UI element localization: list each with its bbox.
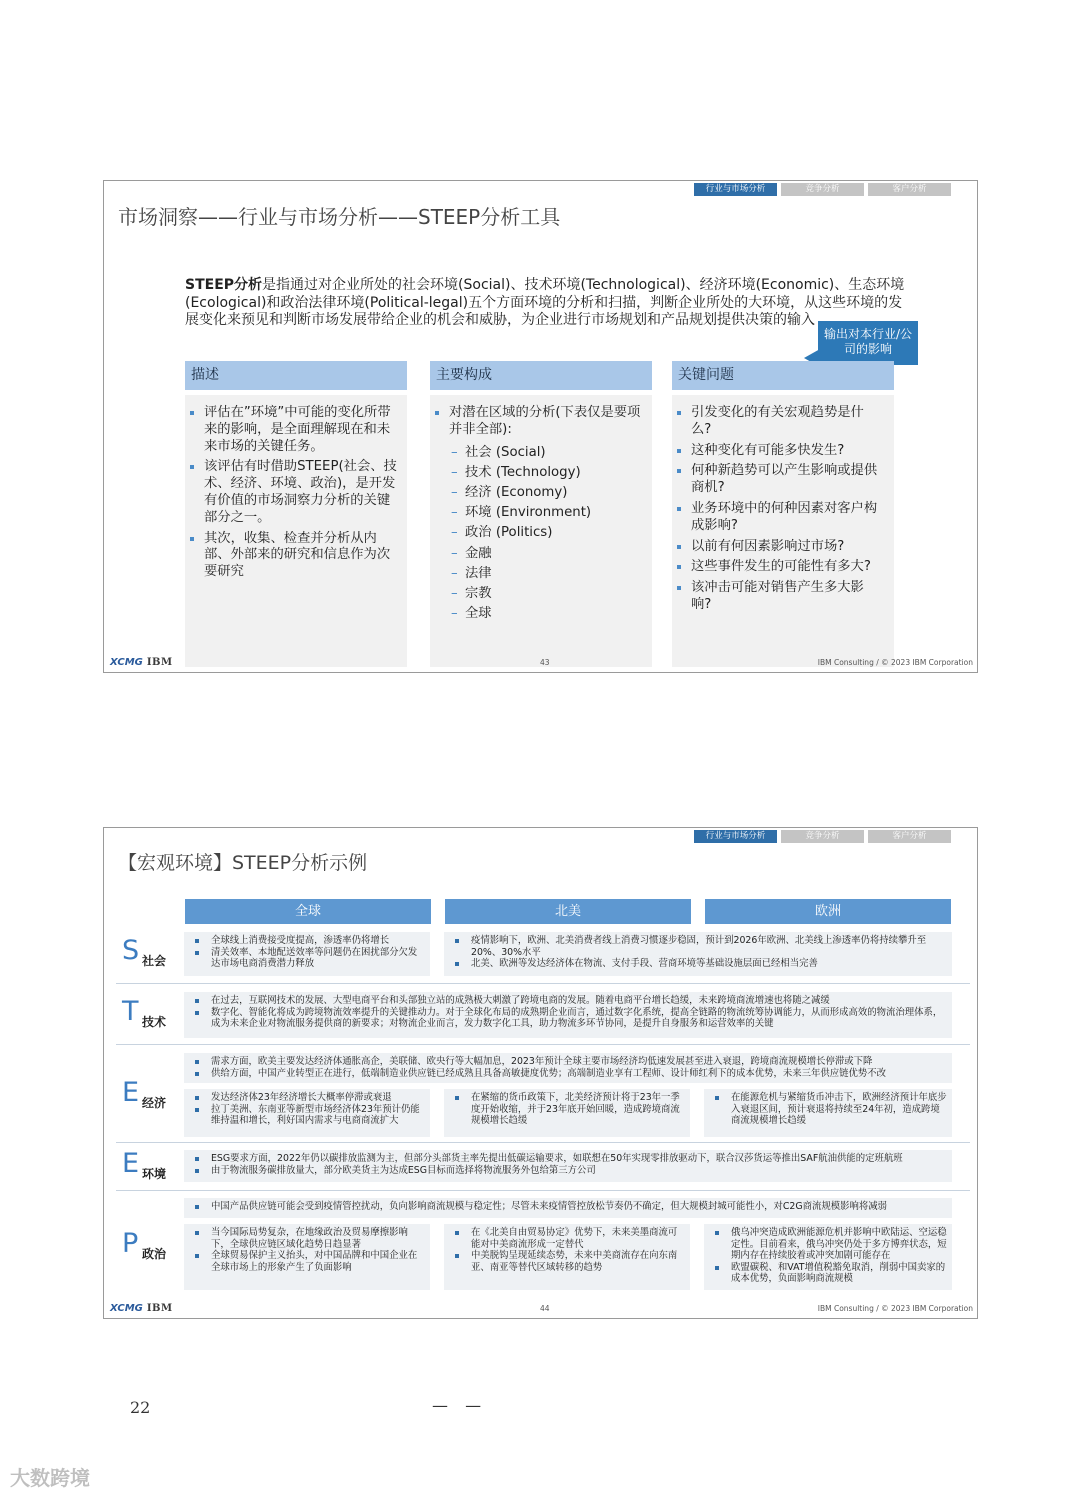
slide-steep-tool — [103, 180, 978, 673]
cell-economy-na — [444, 1089, 690, 1137]
components-lead: 对潜在区域的分析(下表仅是要项并非全部): — [449, 405, 641, 437]
row-divider — [116, 1044, 970, 1045]
column-questions — [672, 361, 894, 612]
list-item: 何种新趋势可以产生影响或提供商机? — [675, 463, 884, 497]
sub-item: – 社会 (Social) — [449, 445, 642, 462]
steep-letter-e-economy: E — [122, 1077, 140, 1108]
region-header-europe: 欧洲 — [705, 899, 951, 924]
list-item: 欧盟碳税、和VAT增值税豁免取消，削弱中国卖家的成本优势，负面影响商流规模 — [710, 1262, 948, 1285]
list-item: 其次，收集、检查并分析从内部、外部来的研究和信息作为次要研究 — [188, 531, 397, 581]
sub-item: – 法律 — [449, 566, 642, 583]
cell-politics-na — [444, 1224, 690, 1290]
list-item: 以前有何因素影响过市场? — [675, 539, 884, 556]
section-nav — [694, 183, 951, 196]
page-dashes: — — — [432, 1396, 488, 1415]
sub-item: – 经济 (Economy) — [449, 485, 642, 502]
region-header-north-america: 北美 — [445, 899, 691, 924]
column-body-questions — [672, 395, 894, 667]
cell-social-na-eu — [444, 932, 952, 976]
sub-item: – 技术 (Technology) — [449, 465, 642, 482]
slide-footer — [110, 657, 973, 669]
slide-page-number: 44 — [540, 1304, 550, 1313]
list-item: 全球线上消费接受度提高，渗透率仍将增长 — [190, 935, 426, 947]
row-tech — [184, 992, 952, 1038]
column-header-describe: 描述 — [185, 361, 407, 390]
list-item: 全球贸易保护主义抬头，对中国品牌和中国企业在全球市场上的形象产生了负面影响 — [190, 1250, 426, 1273]
slide-steep-example — [103, 827, 978, 1319]
steep-letter-e-environment: E — [122, 1148, 140, 1179]
nav-tab-competition: 竞争分析 — [781, 183, 864, 196]
sub-item: – 政治 (Politics) — [449, 525, 642, 542]
list-item: 评估在”环境”中可能的变化所带来的影响，是全面理解现在和未来市场的关键任务。 — [188, 405, 397, 455]
cell-economy-all — [184, 1053, 952, 1083]
list-item: 中美脱钩呈现延续态势，未来中美商流存在向东南亚、南亚等替代区域转移的趋势 — [450, 1250, 686, 1273]
impact-callout: 输出对本行业/公司的影响 — [818, 321, 918, 365]
list-item — [433, 405, 642, 623]
list-item: 在《北美自由贸易协定》优势下，未来美墨商流可能对中美商流形成一定替代 — [450, 1227, 686, 1250]
list-item: 发达经济体23年经济增长大概率停滞或衰退 — [190, 1092, 426, 1104]
row-divider — [116, 1190, 970, 1191]
list-item: 中国产品供应链可能会受到疫情管控扰动，负向影响商流规模与稳定性；尽管未来疫情管控放松节奏仍不确定，但大规模封城可能性小，对C2G商流规模影响将减弱 — [190, 1201, 948, 1213]
nav-tab-competition: 竞争分析 — [781, 830, 864, 843]
list-item: 在过去，互联网技术的发展、大型电商平台和头部独立站的成熟极大刺激了跨境电商的发展。随着电商平台增长趋缓，未来跨境商流增速也将随之减缓 — [190, 995, 948, 1007]
list-item: 俄乌冲突造成欧洲能源危机并影响中欧陆运、空运稳定性。目前看来，俄乌冲突仍处于多方博弈状态，短期内存在持续胶着或冲突加剧可能存在 — [710, 1227, 948, 1262]
column-body-describe — [185, 395, 407, 667]
document-page-number: 22 — [130, 1398, 151, 1417]
sub-item: – 环境 (Environment) — [449, 505, 642, 522]
slide-title: 市场洞察——行业与市场分析——STEEP分析工具 — [118, 205, 561, 229]
list-item: 需求方面，欧美主要发达经济体通胀高企，美联储、欧央行等大幅加息，2023年预计全球主要市场经济均低速发展甚至进入衰退，跨境商流规模增长停滞或下降 — [190, 1056, 948, 1068]
list-item: 该评估有时借助STEEP(社会、技术、经济、环境、政治)，是开发有价值的市场洞察力分析的关键部分之一。 — [188, 459, 397, 526]
cell-environment-all — [184, 1150, 952, 1182]
steep-letter-s: S — [122, 935, 140, 966]
ibm-logo: IBM — [146, 1303, 173, 1314]
row-politics — [184, 1198, 952, 1292]
row-divider — [116, 1142, 970, 1143]
cell-tech-all — [184, 992, 952, 1038]
column-header-questions: 关键问题 — [672, 361, 894, 390]
list-item: 这种变化有可能多快发生? — [675, 443, 884, 460]
intro-bold-term: STEEP分析 — [185, 277, 263, 293]
list-item: 北美、欧洲等发达经济体在物流、支付手段、营商环境等基础设施层面已经相当完善 — [450, 958, 948, 970]
column-body-components — [430, 395, 652, 667]
steep-label-environment: 环境 — [142, 1167, 167, 1181]
ibm-logo: IBM — [146, 657, 173, 668]
slide-title: 【宏观环境】STEEP分析示例 — [118, 852, 368, 874]
cell-politics-eu — [704, 1224, 952, 1290]
xcmg-logo: XCMG — [110, 1303, 143, 1314]
row-divider — [116, 983, 970, 984]
list-item: 清关效率、本地配送效率等问题仍在困扰部分欠发达市场电商消费潜力释放 — [190, 947, 426, 970]
steep-label-social: 社会 — [142, 954, 167, 968]
sub-item: – 宗教 — [449, 586, 642, 603]
list-item: 该冲击可能对销售产生多大影响? — [675, 580, 884, 614]
footer-logos — [110, 1303, 173, 1314]
sub-item: – 金融 — [449, 546, 642, 563]
list-item: 引发变化的有关宏观趋势是什么? — [675, 405, 884, 439]
watermark: 大数跨境 — [10, 1466, 90, 1490]
slide-page-number: 43 — [540, 658, 550, 667]
column-header-components: 主要构成 — [430, 361, 652, 390]
slide-footer — [110, 1303, 973, 1315]
intro-paragraph — [185, 277, 905, 330]
sub-item: – 全球 — [449, 606, 642, 623]
nav-tab-customer: 客户分析 — [868, 830, 951, 843]
intro-text: 是指通过对企业所处的社会环境(Social)、技术环境(Technological)、经济环境(Economic)、生态环境(Ecological)和政治法律环境(Political-legal)五个方面环境的分析和扫描，判断企业所处的大环境，从这些环境的发展变化来预见和判断市场发展带给企业的机会和威胁，为企业进行市场规划和产品规划提供决策的输入 — [185, 277, 905, 328]
cell-economy-global — [184, 1089, 430, 1137]
list-item: ESG要求方面，2022年仍以碳排放监测为主，但部分头部货主率先提出低碳运输要求，如联想在50年实现零排放驱动下，联合汉莎货运等推出SAF航油供能的定班航班 — [190, 1153, 948, 1165]
list-item: 由于物流服务碳排放量大，部分欧美货主为达成ESG目标而选择将物流服务外包给第三方公司 — [190, 1165, 948, 1177]
copyright: IBM Consulting / © 2023 IBM Corporation — [817, 1304, 973, 1313]
footer-logos — [110, 657, 173, 668]
nav-tab-industry-market: 行业与市场分析 — [694, 830, 777, 843]
steep-label-economy: 经济 — [142, 1096, 167, 1110]
cell-social-global — [184, 932, 430, 976]
steep-label-tech: 技术 — [142, 1015, 167, 1029]
cell-economy-eu — [704, 1089, 952, 1137]
list-item: 在紧缩的货币政策下，北美经济预计将于23年一季度开始收缩，并于23年底开始回暖，造成跨境商流规模增长趋缓 — [450, 1092, 686, 1127]
steep-label-politics: 政治 — [142, 1247, 167, 1261]
copyright: IBM Consulting / © 2023 IBM Corporation — [817, 658, 973, 667]
list-item: 这些事件发生的可能性有多大? — [675, 559, 884, 576]
list-item: 拉丁美洲、东南亚等新型市场经济体23年预计仍能维持温和增长，利好国内需求与电商商流扩大 — [190, 1104, 426, 1127]
list-item: 供给方面，中国产业转型正在进行，低端制造业供应链已经成熟且具备高敏捷度优势；高端制造业享有工程师、设计师红利下的成本优势，未来三年供应链优势不改 — [190, 1068, 948, 1080]
nav-tab-industry-market: 行业与市场分析 — [694, 183, 777, 196]
region-header-global: 全球 — [185, 899, 431, 924]
list-item: 在能源危机与紧缩货币冲击下，欧洲经济预计年底步入衰退区间，预计衰退将持续至24年初，造成跨境商流规模增长趋缓 — [710, 1092, 948, 1127]
section-nav — [694, 830, 951, 843]
list-item: 业务环境中的何种因素对客户构成影响? — [675, 501, 884, 535]
steep-letter-t: T — [122, 996, 139, 1027]
row-social — [184, 932, 952, 976]
row-environment — [184, 1150, 952, 1182]
row-economy — [184, 1053, 952, 1137]
list-item: 当今国际局势复杂，在地缘政治及贸易摩擦影响下，全球供应链区域化趋势日趋显著 — [190, 1227, 426, 1250]
nav-tab-customer: 客户分析 — [868, 183, 951, 196]
steep-letter-p: P — [122, 1228, 139, 1259]
list-item: 数字化、智能化将成为跨境物流效率提升的关键推动力。对于全球化布局的成熟期企业而言，通过数字化系统，提高全链路的物流统筹协调能力，从而形成高效的物流治理体系，成为未来企业对物流服务提供商的新要求；对物流企业而言，发力数字化工具，助力物流多环节协同，是提升自身服务和运营效率的关键 — [190, 1007, 948, 1030]
cell-politics-all — [184, 1198, 952, 1218]
column-describe — [185, 361, 407, 580]
cell-politics-global — [184, 1224, 430, 1290]
xcmg-logo: XCMG — [110, 657, 143, 668]
column-components — [430, 361, 652, 622]
list-item: 疫情影响下，欧洲、北美消费者线上消费习惯逐步稳固，预计到2026年欧洲、北美线上渗透率仍将持续攀升至20%、30%水平 — [450, 935, 948, 958]
